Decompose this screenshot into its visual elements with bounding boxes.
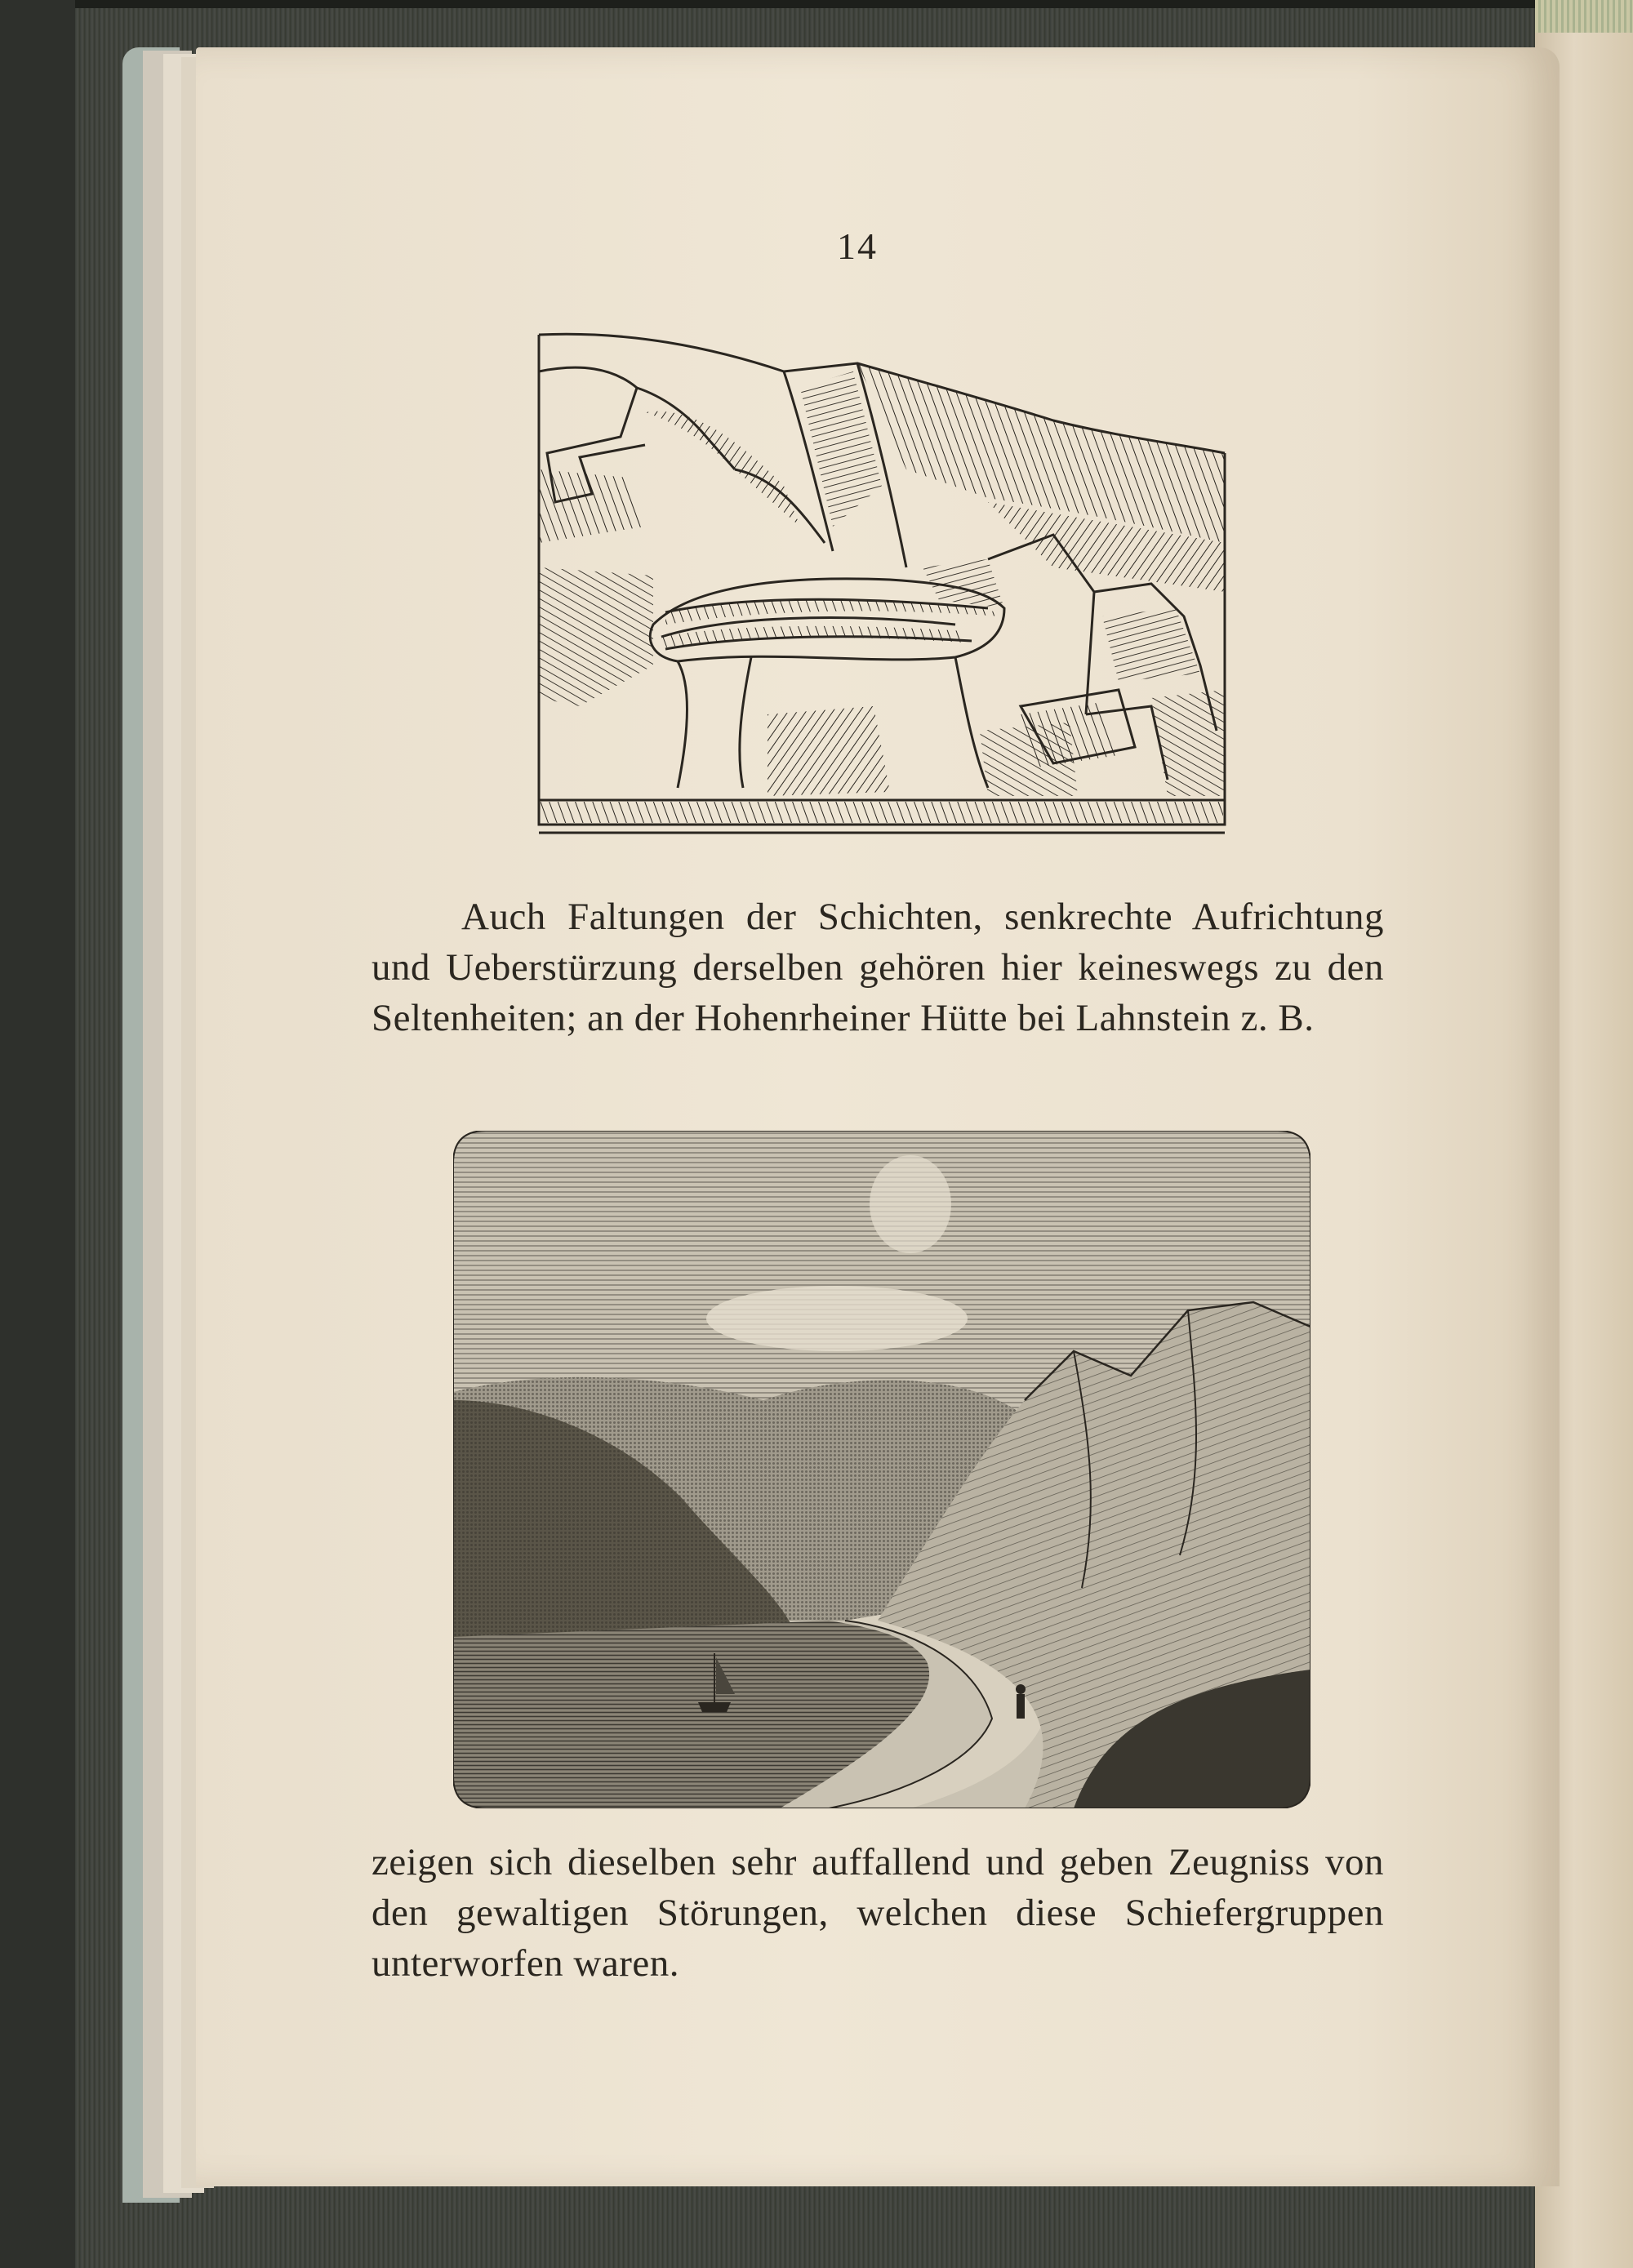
folded-strata-illustration — [531, 322, 1233, 869]
body-paragraph-2: zeigen sich dieselben sehr auffallend und geben Zeugniss von den gewaltigen Störungen, welchen diese Schiefergruppen unterworfen waren. — [372, 1841, 1384, 1985]
body-paragraph-1: Auch Faltungen der Schichten, senkrechte Aufrichtung und Ueberstürzung derselben gehören hier keineswegs zu den Seltenheiten; an der Hohenrheiner Hütte bei Lahnstein z. B. — [372, 896, 1384, 1039]
page-number: 14 — [837, 225, 878, 267]
rhine-landscape-engraving — [453, 1131, 1310, 1808]
